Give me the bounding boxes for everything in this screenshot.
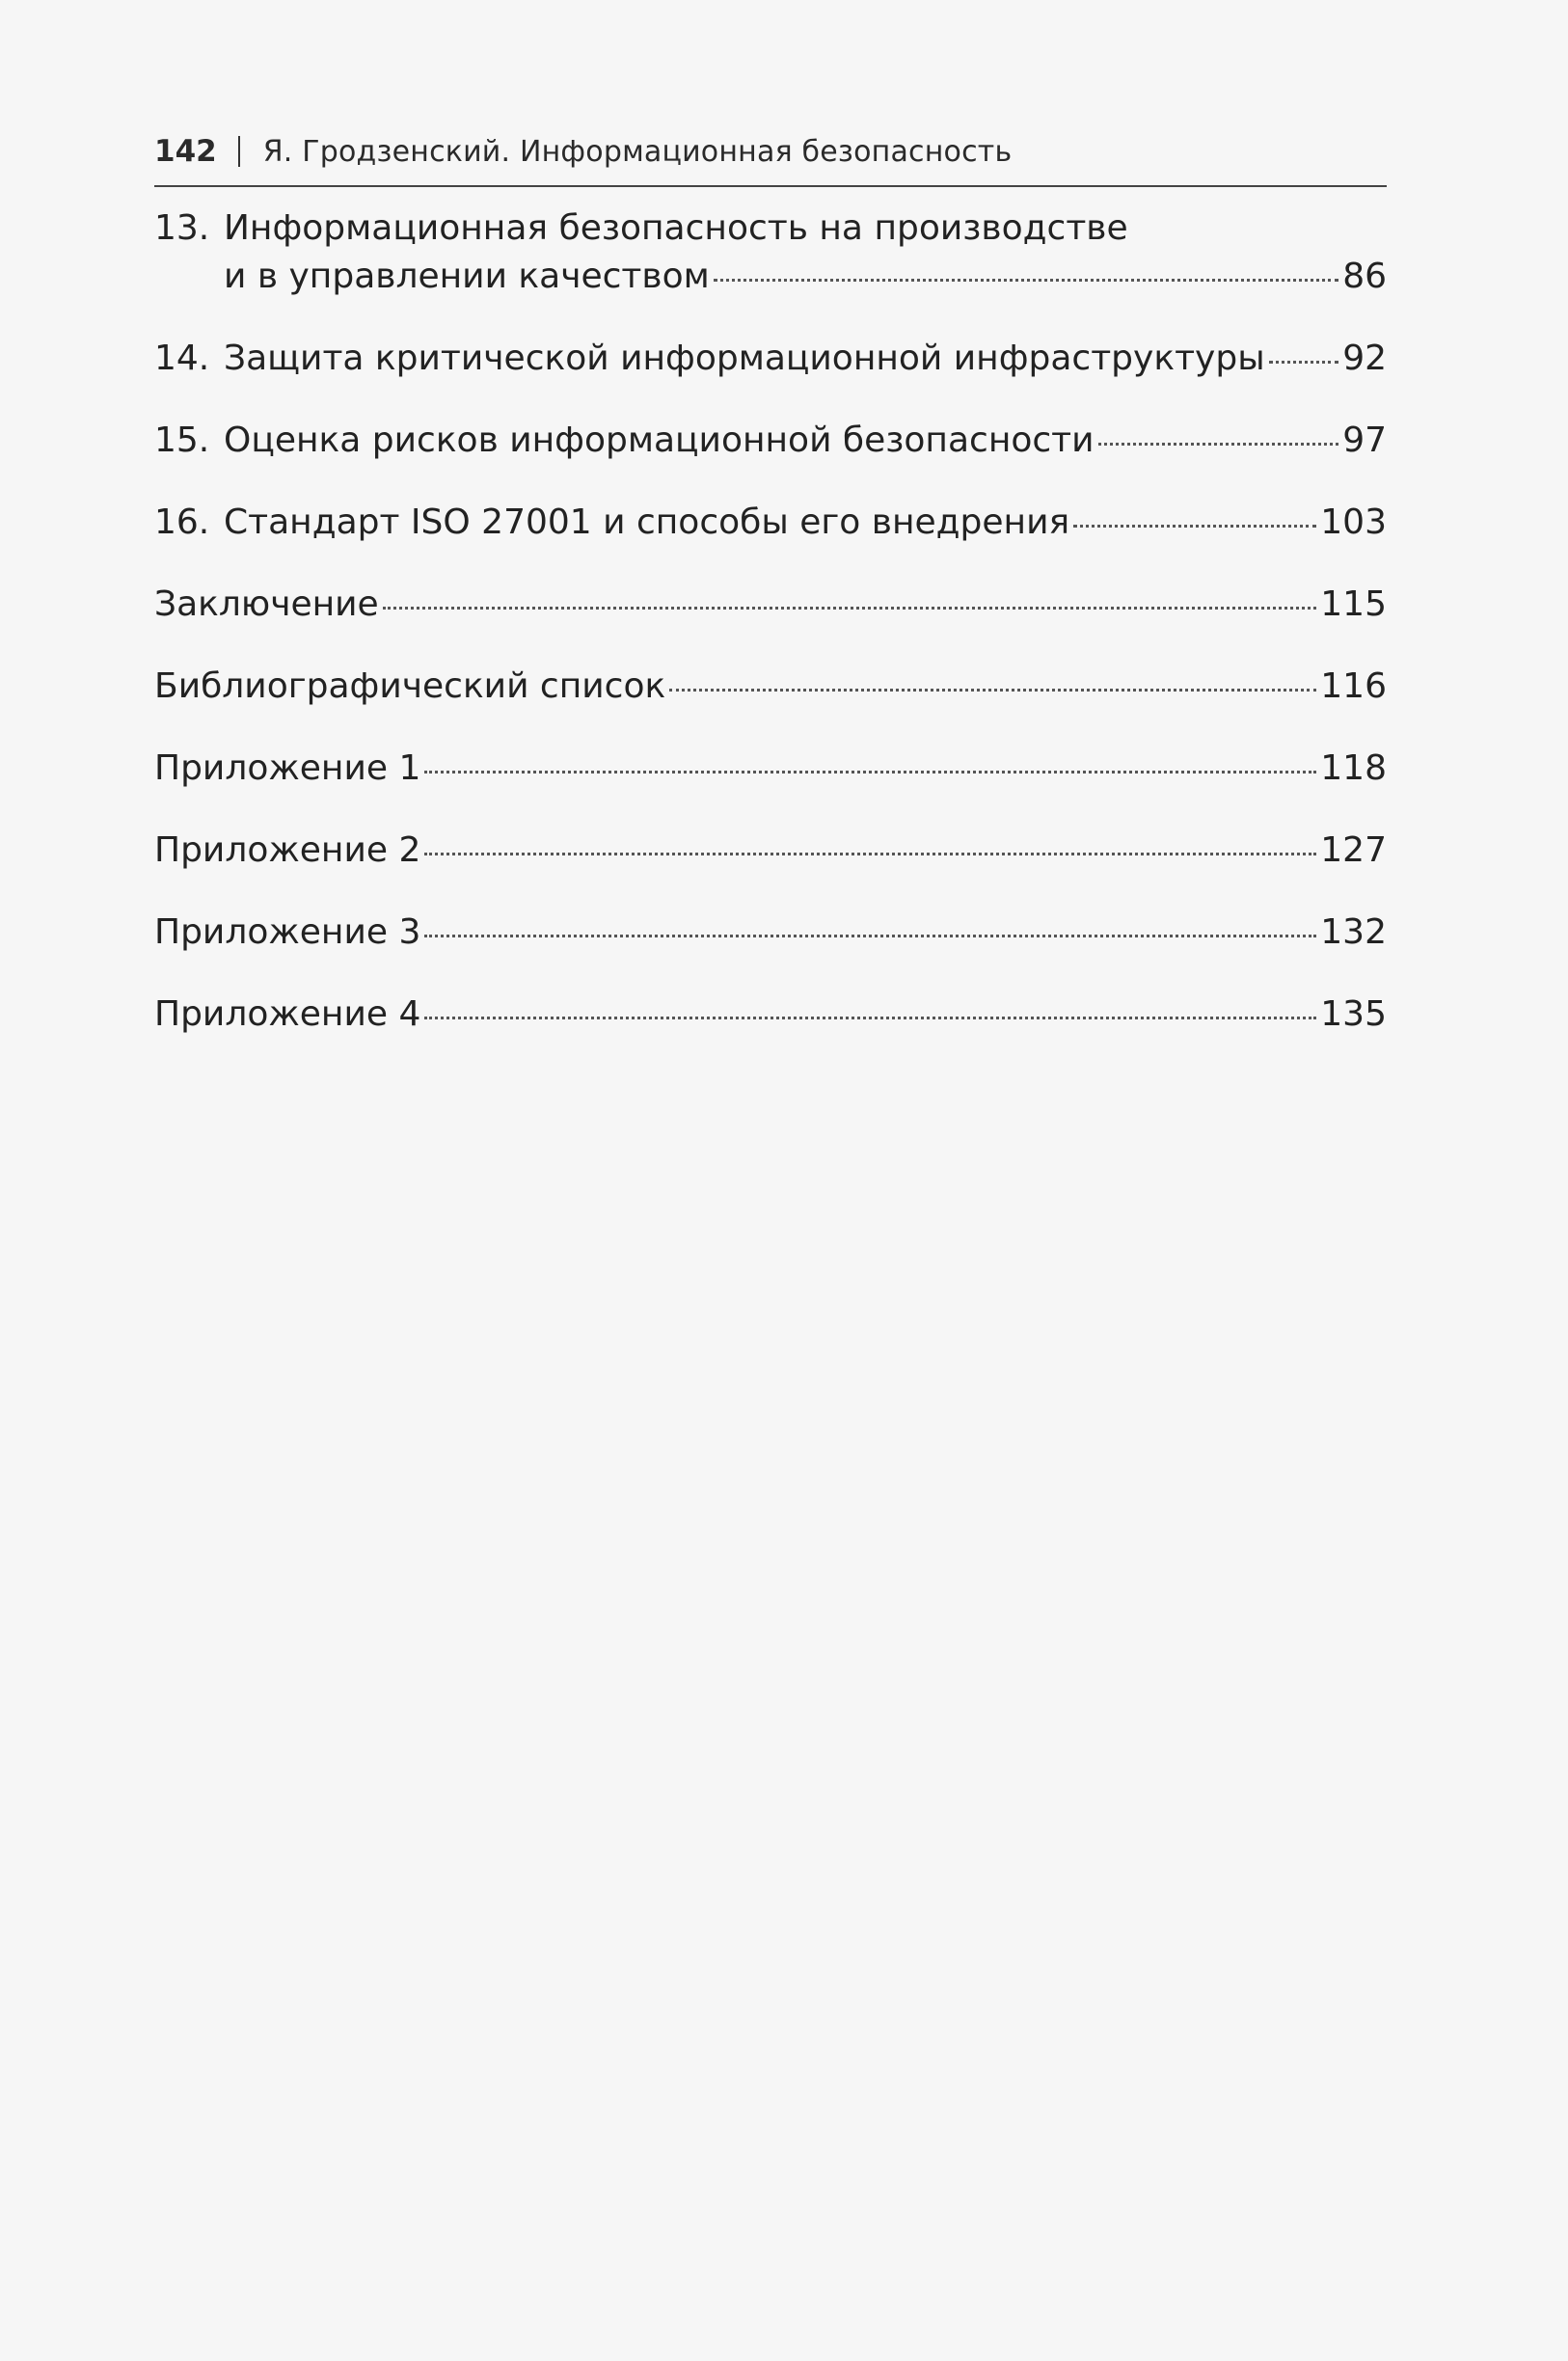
- dot-leader: [424, 771, 1316, 773]
- toc-entry-title: Приложение 4: [154, 994, 421, 1034]
- toc-entry-number: 14.: [154, 339, 210, 378]
- toc-entry-bibliography: [154, 663, 1387, 711]
- dot-leader: [424, 853, 1316, 855]
- dot-leader: [424, 935, 1316, 937]
- toc-entry-16: [154, 499, 1387, 547]
- dot-leader: [1098, 443, 1339, 446]
- toc-entry-conclusion: [154, 581, 1387, 629]
- page-number: 142: [154, 134, 217, 169]
- toc-entry-number: 16.: [154, 502, 210, 542]
- toc-entry-number: 13.: [154, 208, 210, 248]
- dot-leader: [424, 1017, 1316, 1019]
- toc-entry-title: Приложение 1: [154, 748, 421, 788]
- toc-entry-title: Оценка рисков информационной безопасности: [224, 421, 1095, 460]
- toc-entry-15: [154, 417, 1387, 465]
- dot-leader: [669, 689, 1316, 692]
- dot-leader: [714, 279, 1338, 282]
- dot-leader: [383, 607, 1317, 610]
- book-page: [154, 125, 1387, 1072]
- toc-entry-title: Приложение 3: [154, 912, 421, 952]
- toc-entry-title-continued: и в управлении качеством: [224, 257, 710, 296]
- toc-entry-title: Защита критической информационной инфраструктуры: [224, 339, 1265, 378]
- toc-entry-page: 132: [1320, 912, 1387, 952]
- toc-entry-14: [154, 335, 1387, 383]
- dot-leader: [1073, 525, 1316, 528]
- toc-entry-page: 92: [1342, 339, 1387, 378]
- toc-entry-appendix-1: [154, 745, 1387, 793]
- toc-entry-title: Приложение 2: [154, 830, 421, 870]
- header-separator: [238, 136, 240, 167]
- toc-entry-page: 135: [1320, 994, 1387, 1034]
- toc-entry-page: 115: [1320, 584, 1387, 624]
- toc-entry-appendix-2: [154, 827, 1387, 875]
- toc-entry-appendix-4: [154, 991, 1387, 1039]
- toc-entry-page: 127: [1320, 830, 1387, 870]
- toc-entry-page: 86: [1342, 257, 1387, 296]
- running-head-title: Я. Гродзенский. Информационная безопасность: [262, 135, 1013, 169]
- header-rule: [154, 185, 1387, 187]
- toc-entry-appendix-3: [154, 909, 1387, 957]
- toc-entry-title: Стандарт ISO 27001 и способы его внедрения: [224, 502, 1070, 542]
- dot-leader: [1269, 361, 1339, 364]
- toc-entry-page: 103: [1320, 502, 1387, 542]
- running-head: [154, 125, 1387, 177]
- toc-entry-page: 116: [1320, 666, 1387, 706]
- toc-entry-number: 15.: [154, 421, 210, 460]
- toc-entry-page: 118: [1320, 748, 1387, 788]
- toc-entry-title: Информационная безопасность на производстве: [224, 208, 1128, 248]
- table-of-contents: [154, 204, 1387, 1039]
- toc-entry-13: [154, 204, 1387, 301]
- toc-entry-title: Заключение: [154, 584, 379, 624]
- toc-entry-page: 97: [1342, 421, 1387, 460]
- toc-entry-title: Библиографический список: [154, 666, 666, 706]
